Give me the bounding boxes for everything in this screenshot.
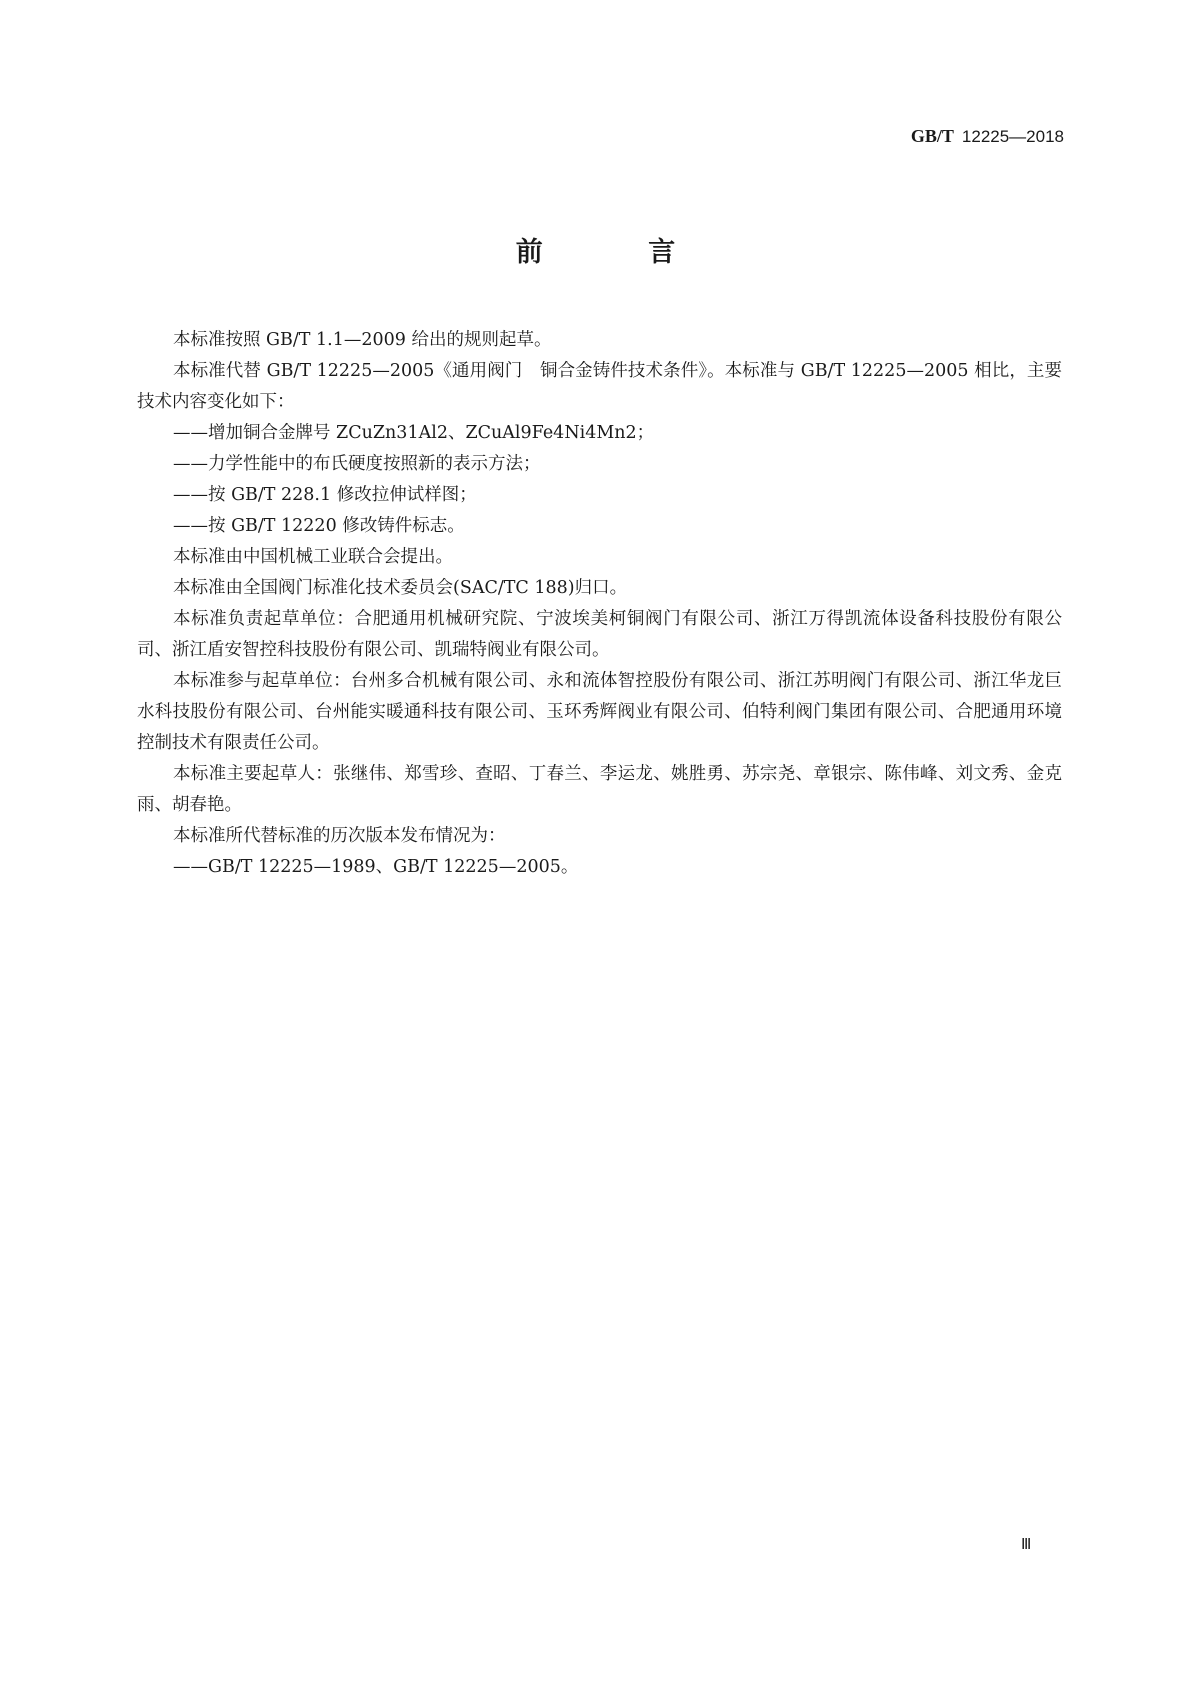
paragraph-replaces: 本标准代替 GB/T 12225—2005《通用阀门 铜合金铸件技术条件》。本标准与 GB/T 12225—2005 相比，主要技术内容变化如下：: [137, 361, 1062, 412]
paragraph-proposed-by: 本标准由中国机械工业联合会提出。: [173, 547, 453, 567]
standard-number: 12225—2018: [961, 127, 1064, 146]
list-item: ——增加铜合金牌号 ZCuZn31Al2、ZCuAl9Fe4Ni4Mn2；: [173, 423, 655, 443]
list-item: ——按 GB/T 228.1 修改拉伸试样图；: [173, 485, 477, 505]
list-item: ——按 GB/T 12220 修改铸件标志。: [173, 516, 465, 536]
page-number: Ⅲ: [1021, 1537, 1032, 1553]
list-item: ——GB/T 12225—1989、GB/T 12225—2005。: [173, 857, 579, 877]
page-title: 前 言: [515, 237, 724, 268]
list-item: ——力学性能中的布氏硬度按照新的表示方法；: [173, 454, 541, 474]
paragraph-version-history: 本标准所代替标准的历次版本发布情况为：: [173, 826, 506, 846]
paragraph-administered-by: 本标准由全国阀门标准化技术委员会(SAC/TC 188)归口。: [173, 578, 628, 598]
paragraph-participating-drafters: 本标准参与起草单位：台州多合机械有限公司、永和流体智控股份有限公司、浙江苏明阀门有限公司、浙江华龙巨水科技股份有限公司、台州能实暖通科技有限公司、玉环秀辉阀业有限公司、伯特利阀门集团有限公司、合肥通用环境控制技术有限责任公司。: [137, 671, 1062, 753]
document-body: [137, 325, 1062, 883]
standard-prefix: GB/T: [910, 126, 954, 146]
page-header: [911, 126, 1064, 147]
paragraph-drafting-rules: 本标准按照 GB/T 1.1—2009 给出的规则起草。: [173, 330, 552, 350]
paragraph-lead-drafters: 本标准负责起草单位：合肥通用机械研究院、宁波埃美柯铜阀门有限公司、浙江万得凯流体设备科技股份有限公司、浙江盾安智控科技股份有限公司、凯瑞特阀业有限公司。: [137, 609, 1062, 660]
paragraph-main-drafters: 本标准主要起草人：张继伟、郑雪珍、查昭、丁春兰、李运龙、姚胜勇、苏宗尧、章银宗、陈伟峰、刘文秀、金克雨、胡春艳。: [137, 764, 1062, 815]
